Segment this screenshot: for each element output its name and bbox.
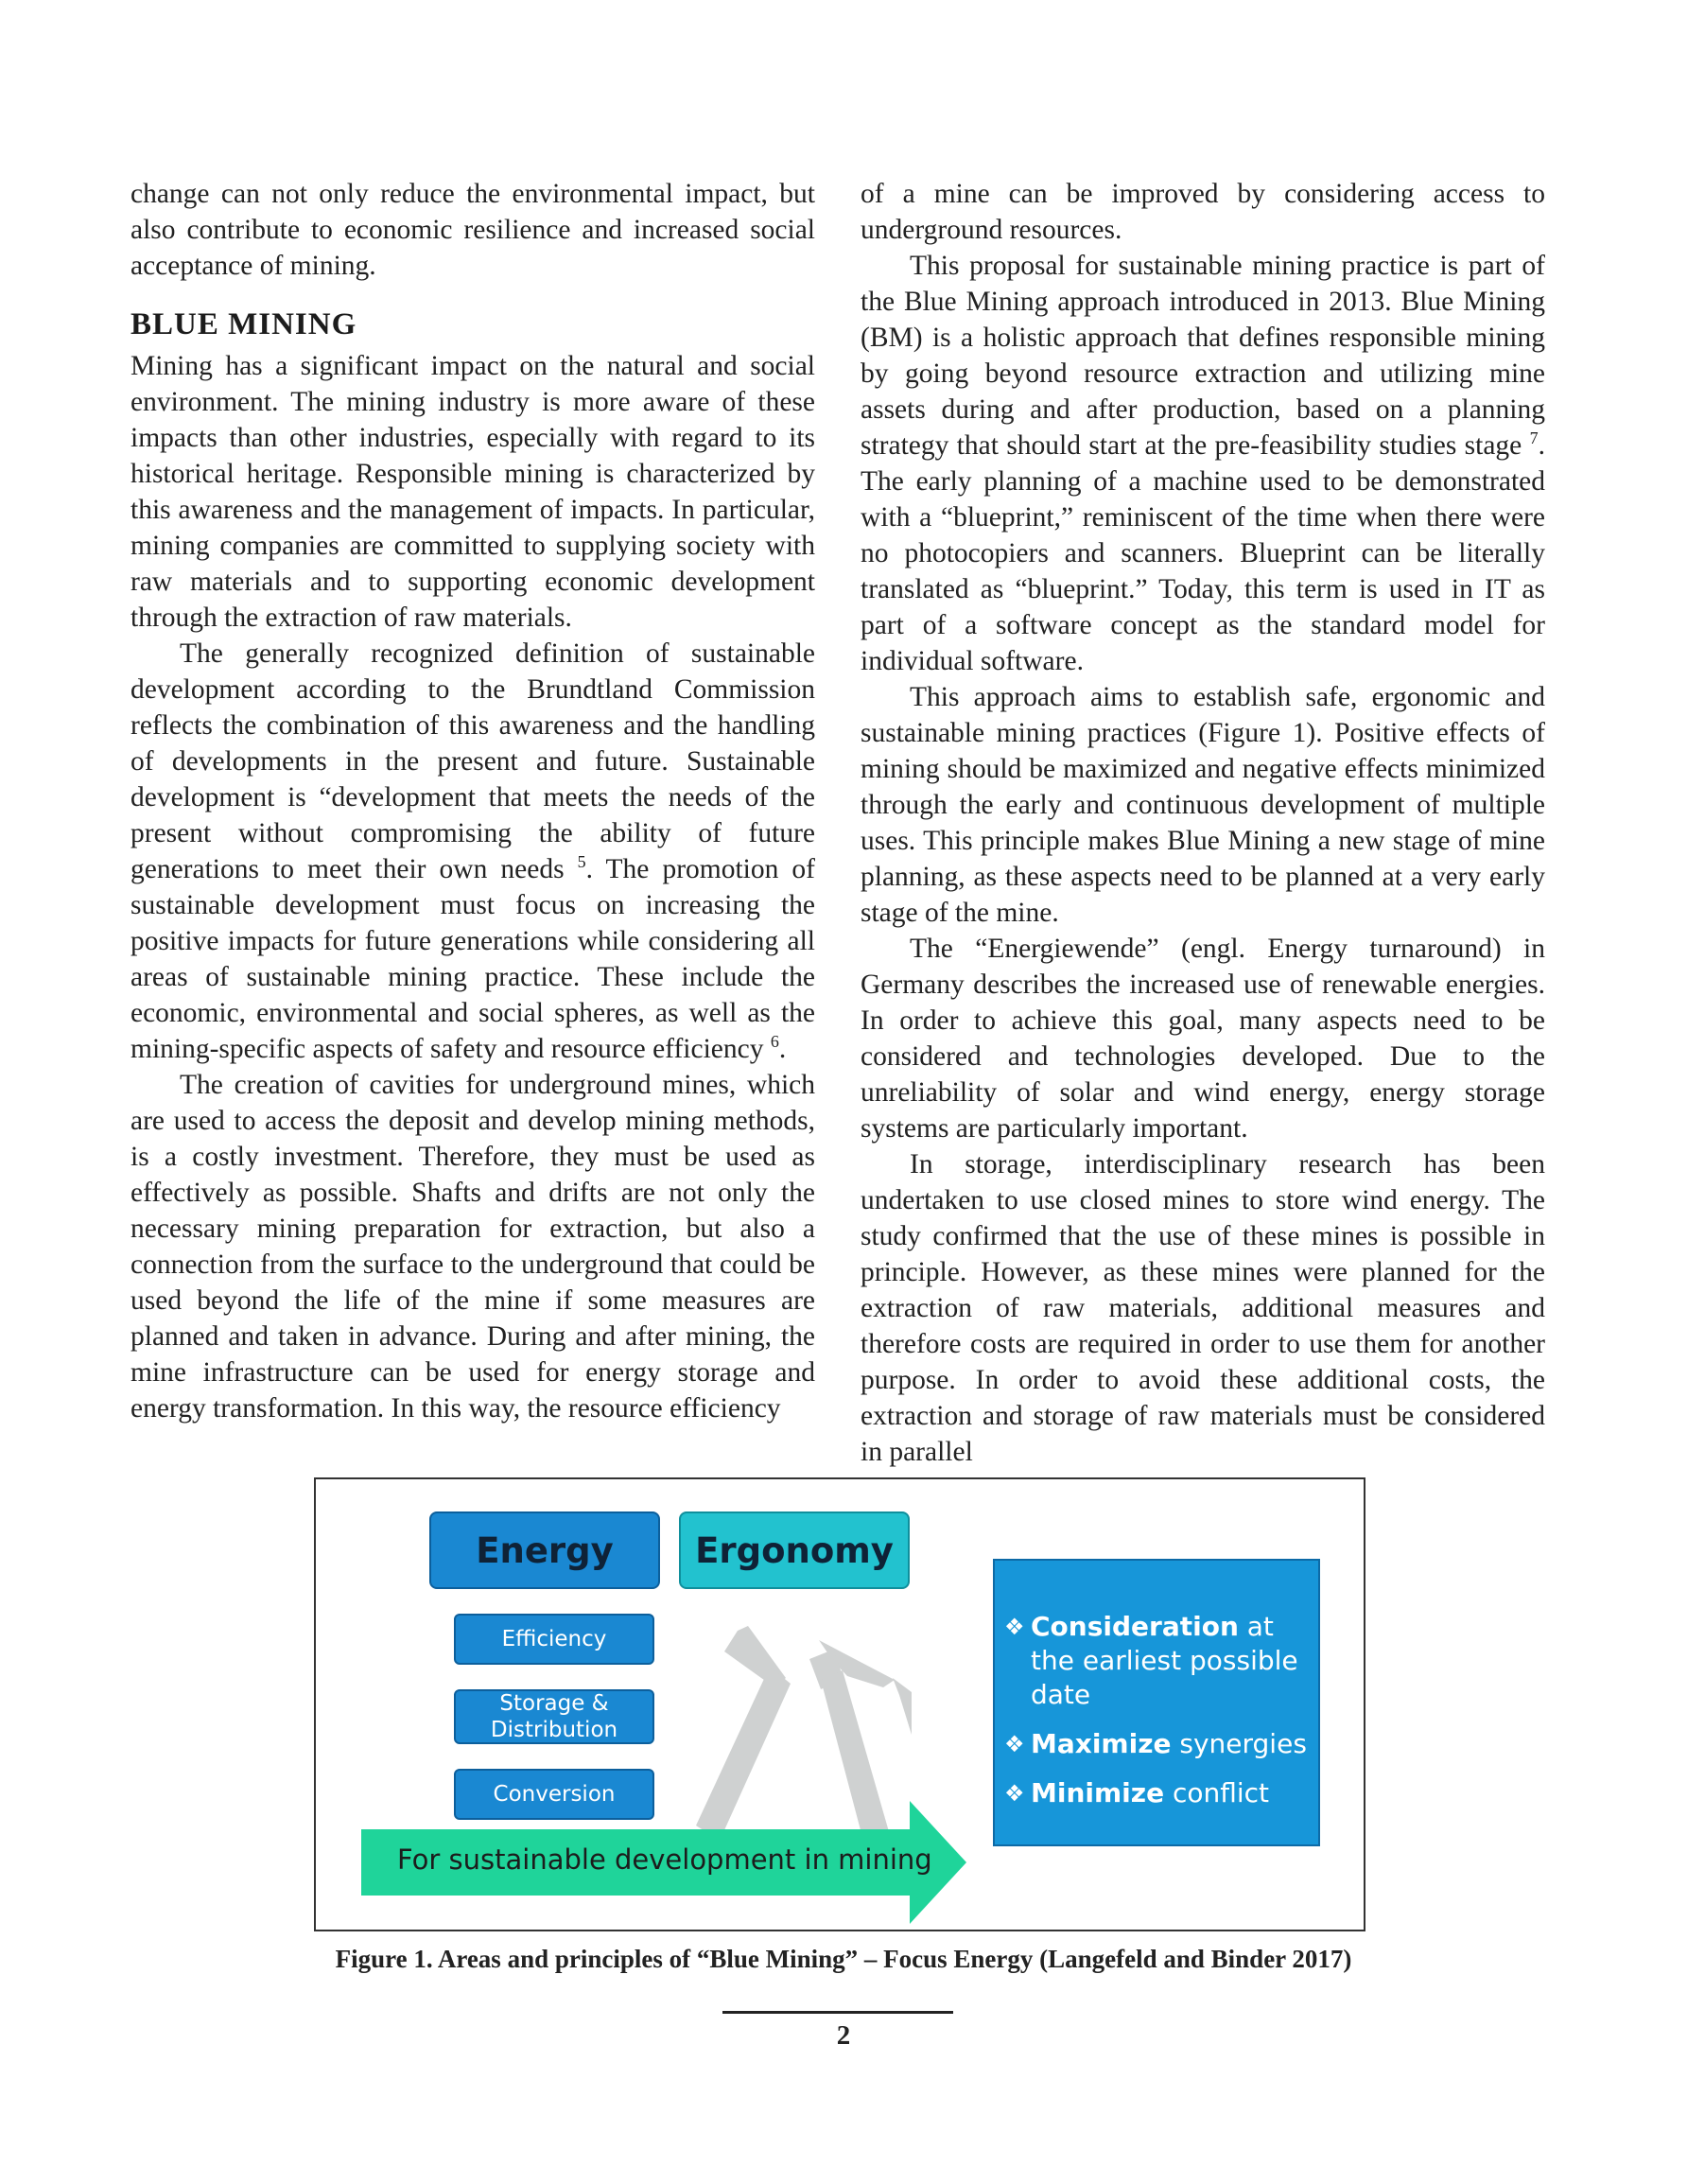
page-number: 2 xyxy=(836,2020,851,2051)
arrow-label: For sustainable development in mining xyxy=(397,1843,932,1876)
paragraph xyxy=(861,248,1545,679)
storage-distribution-box: Storage & Distribution xyxy=(454,1689,654,1744)
paragraph: The creation of cavities for underground mines, which are used to access the deposit and develop mining methods, is a costly investment. Therefore, they must be used as effectively as possible. Shafts and drifts are not only the necessary mining preparation for extraction, but also a connection from the surface to the underground that could be used beyond the life of the mine if some measures are planned and taken in advance. During and after mining, the mine infrastructure can be used for energy storage and energy transformation. In this way, the resource efficiency xyxy=(130,1070,815,1424)
page-number-rule xyxy=(722,2011,953,2014)
diamond-bullet-icon: ❖ xyxy=(1004,1780,1025,1807)
principle-item xyxy=(1004,1776,1309,1810)
citation-ref: 6 xyxy=(770,1032,779,1052)
efficiency-box: Efficiency xyxy=(454,1614,654,1665)
text-span: The generally recognized definition of sustainable development according to the Brundtland Commission reflects the combination of this awareness and the handling of developments in the present and future. Sustainable development is “development that meets the needs of the present without compromising the ability of future generations to meet their own needs xyxy=(130,638,815,884)
paragraph: of a mine can be improved by considering access to underground resources. xyxy=(861,179,1545,245)
citation-ref: 5 xyxy=(577,852,586,872)
energy-box: Energy xyxy=(429,1511,660,1589)
paragraph: This approach aims to establish safe, ergonomic and sustainable mining practices (Figure 1). Positive effects of mining should be maximized and negative effects minimized through the early and continuous development of multiple uses. This principle makes Blue Mining a new stage of mine planning, as these aspects need to be planned at a very early stage of the mine. xyxy=(861,682,1545,928)
paragraph: Mining has a significant impact on the natural and social environment. The mining industry is more aware of these impacts than other industries, especially with regard to its historical heritage. Responsible mining is characterized by this awareness and the management of impacts. In particular, mining companies are committed to supplying society with raw materials and to supporting economic development through the extraction of raw materials. xyxy=(130,351,815,633)
principles-box xyxy=(993,1559,1320,1846)
citation-ref: 7 xyxy=(1529,428,1539,448)
principle-rest: conflict xyxy=(1164,1777,1270,1808)
principle-bold: Consideration xyxy=(1031,1611,1239,1642)
principle-text xyxy=(1031,1727,1307,1761)
figure-caption: Figure 1. Areas and principles of “Blue Mining” – Focus Energy (Langefeld and Binder 2017) xyxy=(335,1945,1352,1973)
paragraph: The “Energiewende” (engl. Energy turnaround) in Germany describes the increased use of renewable energies. In order to achieve this goal, many aspects need to be considered and technologies developed. Due to the unreliability of solar and wind energy, energy storage systems are particularly important. xyxy=(861,934,1545,1144)
text-span: . The promotion of sustainable development must focus on increasing the positive impacts for future generations while considering all areas of sustainable mining practice. These include the economic, environmental and social spheres, as well as the mining-specific aspects of safety and resource efficiency xyxy=(130,854,815,1064)
conversion-box: Conversion xyxy=(454,1769,654,1820)
ergonomy-box: Ergonomy xyxy=(679,1511,910,1589)
principle-bold: Maximize xyxy=(1031,1728,1172,1759)
text-span: . The early planning of a machine used to be demonstrated with a “blueprint,” reminiscent of the time when there were no photocopiers and scanners. Blueprint can be literally translated as “blueprint.” Today, this term is used in IT as part of a software concept as the standard model for individual software. xyxy=(861,430,1545,676)
principle-item xyxy=(1004,1610,1309,1712)
figure-blue-mining xyxy=(314,1477,1365,1931)
section-heading: BLUE MINING xyxy=(130,307,357,341)
left-column xyxy=(130,176,815,1426)
principle-bold: Minimize xyxy=(1031,1777,1165,1808)
text-span: This proposal for sustainable mining practice is part of the Blue Mining approach introduced in 2013. Blue Mining (BM) is a holistic approach that defines responsible mining by going beyond resource extraction and utilizing mine assets during and after production, based on a planning strategy that should start at the pre-feasibility studies stage xyxy=(861,251,1545,461)
diamond-bullet-icon: ❖ xyxy=(1004,1614,1025,1640)
paragraph: In storage, interdisciplinary research has been undertaken to use closed mines to store wind energy. The study confirmed that the use of these mines is possible in principle. However, as these mines were planned for the extraction of raw materials, additional measures and therefore costs are required in order to use them for another purpose. In order to avoid these additional costs, the extraction and storage of raw materials must be considered in parallel xyxy=(861,1149,1545,1467)
principle-text xyxy=(1031,1610,1309,1712)
principle-rest: synergies xyxy=(1171,1728,1307,1759)
diamond-bullet-icon: ❖ xyxy=(1004,1731,1025,1757)
paragraph xyxy=(130,636,815,1067)
text-span: . xyxy=(778,1034,787,1064)
principle-item xyxy=(1004,1727,1309,1761)
paragraph: change can not only reduce the environmental impact, but also contribute to economic resilience and increased social acceptance of mining. xyxy=(130,179,815,281)
right-column xyxy=(861,176,1545,1470)
principle-text xyxy=(1031,1776,1269,1810)
principle-rest: at the earliest possible date xyxy=(1031,1611,1298,1710)
